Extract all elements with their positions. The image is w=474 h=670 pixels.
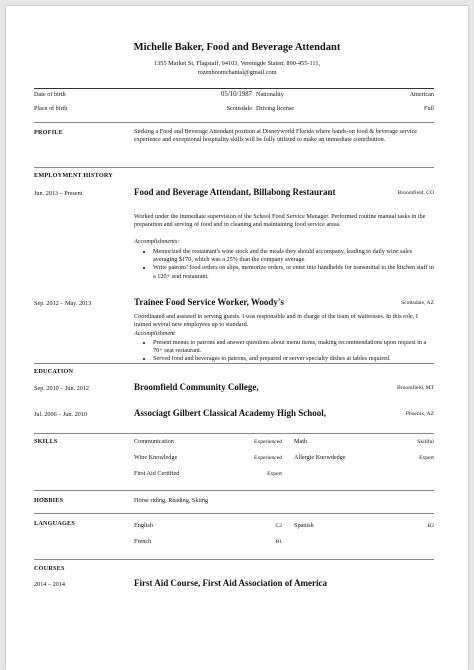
divider bbox=[34, 88, 434, 89]
skills-heading: SKILLS bbox=[34, 438, 58, 445]
dob-label: Date of birth bbox=[34, 91, 66, 98]
license-label: Driving license bbox=[256, 105, 294, 112]
profile-text: Seeking a Food and Beverage Attendant position at Disneyworld Florida where hands-on food & beverage service experience and exceptional hospitality skills will be fully utilized to make an immediate contribution. bbox=[134, 128, 418, 144]
skill-level: Experienced bbox=[254, 455, 282, 461]
hobbies-heading: HOBBIES bbox=[34, 497, 64, 504]
education-dates: Jul. 2006 – Jun. 2010 bbox=[34, 411, 87, 418]
school-location: Phoenix, AZ bbox=[405, 411, 434, 417]
job-description: Worked under the immediate supervision of the School Food Service Manager. Performed routine manual tasks in the preparation and serving of food and in cleaning and maintaining food service areas. bbox=[134, 213, 426, 229]
skill-name: Allergie Knowdedge bbox=[294, 454, 346, 461]
pob-value: Scottsdale bbox=[226, 105, 252, 112]
nationality-value: American bbox=[409, 91, 434, 98]
nationality-label: Nationality bbox=[256, 91, 284, 98]
skill-name: First Aid Certified bbox=[134, 470, 180, 477]
divider bbox=[34, 433, 434, 434]
job-dates: Jun. 2013 – Present bbox=[34, 190, 83, 197]
skill-name: Math bbox=[294, 438, 308, 445]
profile-heading: PROFILE bbox=[34, 129, 63, 136]
language-level: C2 bbox=[275, 523, 282, 529]
divider bbox=[34, 122, 434, 123]
job-dates: Sep. 2012 – May. 2013 bbox=[34, 300, 92, 307]
divider bbox=[34, 559, 434, 560]
school-name: Broomfield Community College, bbox=[134, 382, 259, 392]
language-level: B1 bbox=[275, 539, 282, 545]
language-name: Spanish bbox=[294, 522, 314, 529]
school-name: Associagt Gilbert Classical Academy High School, bbox=[134, 408, 326, 418]
hobbies-text: Horse riding, Reading, Skiing bbox=[134, 497, 209, 504]
list-item: • Memorized the restaurant's wine stock and the meals they should accompany, leading to daily wine sales averaging $170, which was a 25% than the company average. bbox=[153, 248, 434, 264]
languages-heading: LANGUAGES bbox=[34, 520, 75, 527]
job-title: Food and Beverage Attendant, Billabong Restaurant bbox=[134, 187, 336, 197]
list-item: • Served food and beverages to patrons, and prepared or server specialty dishes at tables required. bbox=[153, 355, 434, 363]
job-location: Scottsdale, AZ bbox=[401, 300, 434, 306]
divider bbox=[34, 167, 434, 168]
skill-level: Skillful bbox=[417, 439, 434, 445]
job-title: Trainee Food Service Worker, Woody's bbox=[134, 297, 284, 307]
education-dates: Sep. 2010 – Jun. 2012 bbox=[34, 385, 90, 392]
course-dates: 2014 – 2014 bbox=[34, 581, 65, 588]
contact-address: 1355 Market St, Flagstaff, 94103, Verenigde Staten, 890-455-111, bbox=[153, 60, 321, 67]
language-name: English bbox=[134, 522, 153, 529]
skill-level: Expert bbox=[419, 455, 434, 461]
skill-name: Wine Knowledge bbox=[134, 454, 178, 461]
skill-name: Communication bbox=[134, 438, 174, 445]
accomplishment-list bbox=[144, 339, 434, 364]
list-item: • Present menus to patrons and answer questions about menu items, making recommendations upon request in a 70+ seat restaurant. bbox=[153, 339, 434, 355]
pob-label: Place of birth bbox=[34, 105, 68, 112]
accomplishments-label: Accomplishment bbox=[134, 330, 175, 337]
contact-email[interactable]: rozenboomchantal@gmail.com bbox=[197, 69, 277, 76]
divider bbox=[34, 490, 434, 491]
employment-heading: EMPLOYMENT HISTORY bbox=[34, 172, 113, 179]
courses-heading: COURSES bbox=[34, 565, 65, 572]
accomplishment-list bbox=[144, 248, 434, 281]
skill-level: Experienced bbox=[254, 439, 282, 445]
divider bbox=[34, 363, 434, 364]
divider bbox=[34, 513, 434, 514]
job-description: Coordinated and assisted in serving guests. I was responsible and in charge of the team of waitresses. In this role, I trained several new employees up to standard. bbox=[134, 313, 418, 329]
resume-page bbox=[6, 6, 468, 670]
license-value: Full bbox=[424, 105, 434, 112]
job-location: Broomfield, CO bbox=[397, 190, 434, 196]
list-item: • Write patrons' food orders on slips, memorize orders, or enter into handhelds for transmittal to the kitchen staff in a 120+ seat restaurant. bbox=[153, 264, 434, 280]
course-title: First Aid Course, First Aid Association of America bbox=[134, 578, 327, 588]
dob-value: 05/10/1987 bbox=[221, 91, 252, 98]
language-name: French bbox=[134, 538, 152, 545]
education-heading: EDUCATION bbox=[34, 368, 74, 375]
accomplishments-label: Accomplishments: bbox=[134, 238, 180, 245]
school-location: Broomfield, MT bbox=[397, 385, 434, 391]
skill-level: Expert bbox=[267, 471, 282, 477]
language-level: B2 bbox=[427, 523, 434, 529]
resume-name: Michelle Baker, Food and Beverage Attendant bbox=[133, 42, 341, 53]
